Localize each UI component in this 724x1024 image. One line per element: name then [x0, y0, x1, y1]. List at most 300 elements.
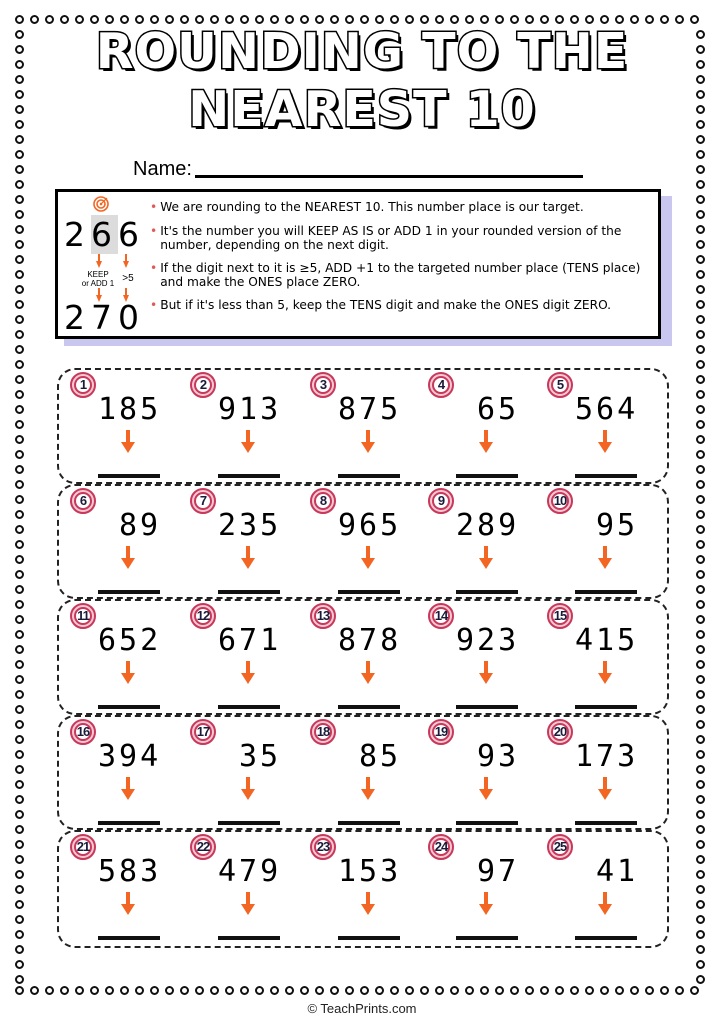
border-dot: [375, 986, 384, 995]
problem-item: [190, 834, 310, 946]
problem-item: [190, 488, 310, 600]
problem-item: [547, 603, 667, 715]
border-dot: [696, 675, 705, 684]
border-dot: [510, 986, 519, 995]
name-write-line[interactable]: [195, 175, 583, 178]
border-dot: [15, 795, 24, 804]
border-dot: [15, 405, 24, 414]
border-dot: [15, 390, 24, 399]
arrow-down-icon: [598, 430, 612, 454]
problem-value: 185: [98, 392, 162, 427]
answer-blank[interactable]: [575, 590, 637, 594]
border-dot: [165, 986, 174, 995]
problem-number-badge: [547, 834, 573, 860]
border-dot: [15, 600, 24, 609]
border-dot: [696, 240, 705, 249]
border-dot: [15, 855, 24, 864]
problem-item: [547, 488, 667, 600]
border-dot: [15, 870, 24, 879]
border-dot: [75, 986, 84, 995]
problem-number-badge: [310, 834, 336, 860]
problem-number: 18: [316, 724, 330, 739]
border-dot: [45, 986, 54, 995]
arrow-down-icon: [361, 546, 375, 570]
border-dot: [696, 645, 705, 654]
problem-number: 4: [437, 377, 445, 392]
problem-number-badge: [428, 488, 454, 514]
border-dot: [696, 660, 705, 669]
arrow-down-icon: [598, 892, 612, 916]
problem-number: 16: [76, 724, 90, 739]
worksheet-title-line-2: NEAREST 10: [188, 81, 536, 138]
answer-blank[interactable]: [575, 705, 637, 709]
answer-blank[interactable]: [456, 705, 518, 709]
border-dot: [15, 165, 24, 174]
problem-number-badge: [70, 719, 96, 745]
border-dot: [15, 975, 24, 984]
border-dot: [420, 986, 429, 995]
problem-value: 394: [98, 739, 162, 774]
problem-number: 20: [553, 724, 567, 739]
border-dot: [15, 720, 24, 729]
problem-value: 153: [338, 854, 402, 889]
border-dot: [630, 986, 639, 995]
border-dot: [105, 986, 114, 995]
border-dot: [495, 986, 504, 995]
border-dot: [690, 986, 699, 995]
border-dot: [696, 300, 705, 309]
border-dot: [696, 690, 705, 699]
problem-number: 23: [316, 839, 330, 854]
answer-blank[interactable]: [456, 936, 518, 940]
border-dot: [696, 375, 705, 384]
problem-number-badge: [547, 719, 573, 745]
problem-item: [547, 719, 667, 831]
border-dot: [696, 540, 705, 549]
border-dot: [15, 570, 24, 579]
border-dot: [15, 15, 24, 24]
arrow-down-icon: [123, 254, 129, 268]
answer-blank[interactable]: [338, 705, 400, 709]
border-dot: [15, 330, 24, 339]
border-dot: [45, 15, 54, 24]
answer-blank[interactable]: [338, 590, 400, 594]
digit: 2: [64, 215, 91, 254]
problem-value: 85: [359, 739, 402, 774]
problem-number: 17: [196, 724, 210, 739]
border-dot: [660, 986, 669, 995]
border-dot: [696, 765, 705, 774]
border-dot: [15, 660, 24, 669]
border-dot: [15, 585, 24, 594]
answer-blank[interactable]: [98, 705, 160, 709]
border-dot: [15, 240, 24, 249]
problem-value: 652: [98, 623, 162, 658]
answer-blank[interactable]: [338, 821, 400, 825]
worksheet-title-line-1: ROUNDING TO THE: [95, 23, 629, 80]
border-dot: [696, 585, 705, 594]
border-dot: [30, 15, 39, 24]
border-dot: [285, 986, 294, 995]
border-dot: [255, 986, 264, 995]
border-dot: [696, 735, 705, 744]
instruction-bullet: • If the digit next to it is ≥5, ADD +1 to the targeted number place (TENS place) and make the ONES place ZERO.: [150, 261, 641, 289]
problem-item: [547, 372, 667, 484]
border-dot: [696, 315, 705, 324]
border-dot: [630, 15, 639, 24]
problem-number: 11: [77, 608, 89, 623]
border-dot: [15, 300, 24, 309]
arrow-down-icon: [479, 661, 493, 685]
border-dot: [696, 390, 705, 399]
problem-value: 875: [338, 392, 402, 427]
border-dot: [696, 195, 705, 204]
border-dot: [360, 986, 369, 995]
problem-number: 5: [556, 377, 564, 392]
problem-number-badge: [547, 603, 573, 629]
border-dot: [696, 465, 705, 474]
border-dot: [135, 986, 144, 995]
problem-number: 15: [553, 608, 567, 623]
border-dot: [15, 840, 24, 849]
border-dot: [15, 375, 24, 384]
problem-number: 7: [199, 493, 207, 508]
problem-number: 24: [434, 839, 448, 854]
instructions-box: [55, 189, 661, 339]
problem-number-badge: [70, 603, 96, 629]
answer-blank[interactable]: [218, 474, 280, 478]
answer-blank[interactable]: [456, 590, 518, 594]
border-dot: [15, 255, 24, 264]
border-dot: [15, 285, 24, 294]
problem-item: [310, 719, 430, 831]
border-dot: [600, 986, 609, 995]
digit: 6: [118, 215, 145, 254]
instruction-bullets: [150, 200, 658, 321]
problem-number: 1: [79, 377, 87, 392]
problem-value: 89: [119, 508, 162, 543]
border-dot: [696, 420, 705, 429]
arrow-down-icon: [121, 546, 135, 570]
arrow-down-icon: [96, 254, 102, 268]
border-dot: [696, 150, 705, 159]
answer-blank[interactable]: [575, 936, 637, 940]
border-dot: [15, 675, 24, 684]
copyright-footer: © TeachPrints.com: [307, 1001, 417, 1016]
border-dot: [696, 795, 705, 804]
border-dot: [696, 615, 705, 624]
border-dot: [696, 840, 705, 849]
problem-item: [190, 372, 310, 484]
border-dot: [696, 570, 705, 579]
problem-value: 965: [338, 508, 402, 543]
border-dot: [15, 150, 24, 159]
problem-value: 583: [98, 854, 162, 889]
border-dot: [645, 986, 654, 995]
border-dot: [315, 986, 324, 995]
problem-value: 564: [575, 392, 639, 427]
problem-value: 173: [575, 739, 639, 774]
problem-number: 2: [199, 377, 207, 392]
problem-number-badge: [190, 834, 216, 860]
problem-number-badge: [310, 488, 336, 514]
border-dot: [15, 195, 24, 204]
problem-number-badge: [428, 372, 454, 398]
arrow-down-icon: [121, 892, 135, 916]
border-dot: [480, 986, 489, 995]
border-dot: [15, 810, 24, 819]
border-dot: [60, 986, 69, 995]
border-dot: [15, 825, 24, 834]
arrow-down-icon: [361, 892, 375, 916]
problem-item: [310, 488, 430, 600]
border-dot: [696, 555, 705, 564]
problem-number: 8: [319, 493, 327, 508]
answer-blank[interactable]: [456, 821, 518, 825]
problem-value: 479: [218, 854, 282, 889]
border-dot: [15, 750, 24, 759]
arrow-down-icon: [361, 661, 375, 685]
arrow-down-icon: [361, 430, 375, 454]
border-dot: [675, 15, 684, 24]
problem-value: 41: [596, 854, 639, 889]
border-dot: [15, 510, 24, 519]
problem-number-badge: [310, 719, 336, 745]
border-dot: [330, 986, 339, 995]
answer-blank[interactable]: [218, 590, 280, 594]
problem-number: 3: [319, 377, 327, 392]
arrow-down-icon: [479, 546, 493, 570]
border-dot: [696, 630, 705, 639]
border-dot: [696, 345, 705, 354]
problem-item: [310, 603, 430, 715]
problem-number-badge: [70, 488, 96, 514]
answer-blank[interactable]: [338, 474, 400, 478]
border-dot: [15, 945, 24, 954]
border-dot: [15, 540, 24, 549]
problem-number-badge: [70, 372, 96, 398]
problem-value: 65: [477, 392, 520, 427]
arrow-down-icon: [241, 546, 255, 570]
problem-value: 95: [596, 508, 639, 543]
border-dot: [696, 435, 705, 444]
border-dot: [540, 986, 549, 995]
instruction-bullet: • We are rounding to the NEAREST 10. This number place is our target.: [150, 200, 584, 214]
border-dot: [15, 765, 24, 774]
problem-item: [428, 488, 548, 600]
problem-number: 10: [553, 493, 567, 508]
border-dot: [60, 15, 69, 24]
border-dot: [405, 986, 414, 995]
border-dot: [15, 780, 24, 789]
border-dot: [696, 285, 705, 294]
border-dot: [696, 720, 705, 729]
arrow-down-icon: [241, 777, 255, 801]
arrow-down-icon: [361, 777, 375, 801]
answer-blank[interactable]: [218, 821, 280, 825]
answer-blank[interactable]: [338, 936, 400, 940]
keep-label: KEEP or ADD 1: [81, 270, 115, 288]
border-dot: [15, 900, 24, 909]
border-dot: [696, 330, 705, 339]
problem-item: [70, 372, 190, 484]
problem-value: 913: [218, 392, 282, 427]
border-dot: [696, 750, 705, 759]
border-dot: [240, 986, 249, 995]
problem-item: [310, 372, 430, 484]
border-dot: [696, 930, 705, 939]
border-dot: [15, 315, 24, 324]
problem-value: 671: [218, 623, 282, 658]
border-dot: [696, 600, 705, 609]
border-dot: [15, 705, 24, 714]
problem-number-badge: [428, 719, 454, 745]
border-dot: [225, 986, 234, 995]
border-dot: [696, 855, 705, 864]
border-dot: [696, 180, 705, 189]
answer-blank[interactable]: [218, 936, 280, 940]
border-dot: [675, 986, 684, 995]
border-dot: [75, 15, 84, 24]
problem-item: [428, 719, 548, 831]
border-dot: [15, 450, 24, 459]
problem-value: 923: [456, 623, 520, 658]
border-dot: [15, 420, 24, 429]
problem-value: 289: [456, 508, 520, 543]
problem-item: [310, 834, 430, 946]
arrow-down-icon: [121, 661, 135, 685]
border-dot: [696, 900, 705, 909]
problem-value: 35: [239, 739, 282, 774]
rounding-example: [64, 192, 144, 336]
problem-value: 235: [218, 508, 282, 543]
problem-number: 13: [316, 608, 330, 623]
instruction-bullet: • It's the number you will KEEP AS IS or ADD 1 in your rounded version of the number, depending on the next digit.: [150, 224, 622, 252]
example-original-number: [64, 215, 145, 254]
border-dot: [15, 735, 24, 744]
border-dot: [696, 915, 705, 924]
answer-blank[interactable]: [575, 474, 637, 478]
answer-blank[interactable]: [456, 474, 518, 478]
answer-blank[interactable]: [218, 705, 280, 709]
border-dot: [525, 986, 534, 995]
border-dot: [696, 705, 705, 714]
border-dot: [15, 465, 24, 474]
border-dot: [210, 986, 219, 995]
border-dot: [645, 15, 654, 24]
border-dot: [690, 15, 699, 24]
border-dot: [696, 885, 705, 894]
compare-label: >5: [122, 273, 134, 284]
arrow-down-icon: [479, 430, 493, 454]
border-dot: [15, 525, 24, 534]
problem-number-badge: [190, 372, 216, 398]
problem-number-badge: [190, 719, 216, 745]
problem-item: [70, 488, 190, 600]
arrow-down-icon: [241, 661, 255, 685]
target-icon: [93, 196, 109, 212]
border-dot: [696, 405, 705, 414]
border-dot: [696, 960, 705, 969]
border-dot: [696, 270, 705, 279]
border-dot: [195, 986, 204, 995]
border-dot: [15, 180, 24, 189]
border-dot: [570, 986, 579, 995]
border-dot: [696, 210, 705, 219]
answer-blank[interactable]: [98, 590, 160, 594]
problem-number: 22: [196, 839, 210, 854]
border-dot: [15, 630, 24, 639]
border-dot: [15, 915, 24, 924]
border-dot: [15, 690, 24, 699]
name-field: [133, 158, 583, 181]
border-dot: [30, 986, 39, 995]
answer-blank[interactable]: [98, 936, 160, 940]
border-dot: [15, 960, 24, 969]
answer-blank[interactable]: [98, 474, 160, 478]
problem-number-badge: [70, 834, 96, 860]
border-dot: [15, 930, 24, 939]
border-dot: [696, 510, 705, 519]
problem-value: 415: [575, 623, 639, 658]
problem-item: [428, 834, 548, 946]
border-dot: [660, 15, 669, 24]
border-dot: [435, 986, 444, 995]
answer-blank[interactable]: [575, 821, 637, 825]
problem-number-badge: [428, 603, 454, 629]
border-dot: [555, 986, 564, 995]
border-dot: [15, 615, 24, 624]
problem-item: [547, 834, 667, 946]
border-dot: [15, 986, 24, 995]
arrow-down-icon: [598, 661, 612, 685]
border-dot: [15, 210, 24, 219]
problem-number: 6: [79, 493, 87, 508]
border-dot: [15, 225, 24, 234]
problem-number: 14: [434, 608, 448, 623]
border-dot: [15, 435, 24, 444]
border-dot: [465, 986, 474, 995]
border-dot: [15, 480, 24, 489]
border-dot: [300, 986, 309, 995]
name-label: Name:: [133, 158, 192, 180]
arrow-down-icon: [598, 546, 612, 570]
border-dot: [15, 495, 24, 504]
border-dot: [15, 645, 24, 654]
problem-item: [190, 603, 310, 715]
problem-number-badge: [190, 603, 216, 629]
border-dot: [390, 986, 399, 995]
arrow-down-icon: [479, 892, 493, 916]
border-dot: [696, 450, 705, 459]
arrow-down-icon: [121, 777, 135, 801]
target-digit: 6: [91, 215, 118, 254]
border-dot: [450, 986, 459, 995]
border-dot: [615, 986, 624, 995]
border-dot: [696, 255, 705, 264]
border-dot: [270, 986, 279, 995]
problem-number-badge: [428, 834, 454, 860]
border-dot: [696, 165, 705, 174]
answer-blank[interactable]: [98, 821, 160, 825]
border-dot: [696, 780, 705, 789]
border-dot: [120, 986, 129, 995]
border-dot: [696, 360, 705, 369]
arrow-down-icon: [479, 777, 493, 801]
problem-number: 12: [196, 608, 210, 623]
problem-number-badge: [190, 488, 216, 514]
border-dot: [696, 975, 705, 984]
